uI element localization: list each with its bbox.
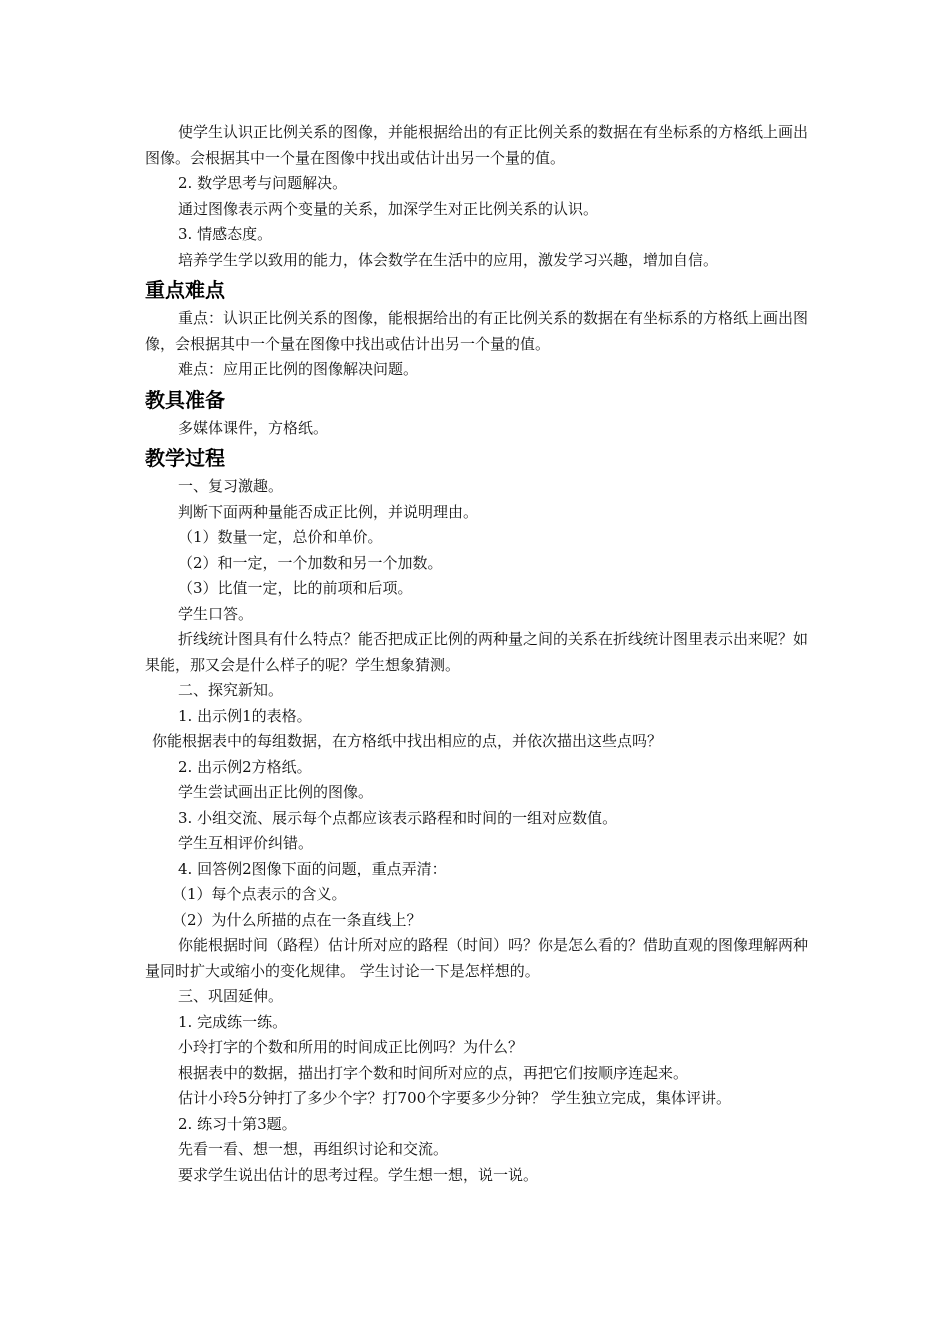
goals-section (145, 120, 810, 273)
paragraph: 二、探究新知。 (178, 681, 284, 699)
paragraph: 多媒体课件，方格纸。 (178, 418, 329, 437)
paragraph: （1）每个点表示的含义。 (172, 885, 347, 903)
paragraph: （2）和一定，一个加数和另一个加数。 (178, 553, 443, 572)
paragraph: 4. 回答例2图像下面的问题，重点弄清： (178, 859, 447, 878)
paragraph: 2. 出示例2方格纸。 (178, 757, 312, 776)
paragraph: 判断下面两种量能否成正比例，并说明理由。 (178, 502, 479, 521)
paragraph: （2）为什么所描的点在一条直线上？ (172, 910, 422, 929)
paragraph: 3. 情感态度。 (178, 225, 273, 243)
paragraph: （1）数量一定，总价和单价。 (178, 528, 383, 546)
paragraph: 估计小玲5分钟打了多少个字？打700个字要多少分钟？ 学生独立完成，集体评讲。 (178, 1089, 731, 1107)
paragraph: 你能根据时间（路程）估计所对应的路程（时间）吗？你是怎么看的？借助直观的图像理解两种量同时扩大或缩小的变化规律。 学生讨论一下是怎样想的。 (145, 936, 809, 980)
paragraph: 先看一看、想一想，再组织讨论和交流。 (178, 1140, 449, 1158)
paragraph: 1. 完成练一练。 (178, 1012, 288, 1031)
paragraph: （3）比值一定，比的前项和后项。 (178, 579, 413, 597)
materials-section (145, 383, 810, 442)
paragraph: 通过图像表示两个变量的关系，加深学生对正比例关系的认识。 (178, 199, 599, 218)
paragraph: 使学生认识正比例关系的图像，并能根据给出的有正比例关系的数据在有坐标系的方格纸上画出图像。会根据其中一个量在图像中找出或估计出另一个量的值。 (145, 123, 809, 167)
paragraph: 你能根据表中的每组数据，在方格纸中找出相应的点，并依次描出这些点吗？ (152, 732, 663, 750)
paragraph: 3. 小组交流、展示每个点都应该表示路程和时间的一组对应数值。 (178, 808, 618, 827)
paragraph: 学生尝试画出正比例的图像。 (178, 783, 374, 801)
section-heading: 重点难点 (145, 278, 225, 302)
section-heading: 教学过程 (145, 446, 225, 470)
document-body (145, 120, 810, 1188)
paragraph: 要求学生说出估计的思考过程。学生想一想，说一说。 (178, 1165, 539, 1184)
paragraph: 培养学生学以致用的能力，体会数学在生活中的应用，激发学习兴趣，增加自信。 (178, 250, 719, 269)
paragraph: 2. 数学思考与问题解决。 (178, 174, 348, 192)
paragraph: 根据表中的数据，描出打字个数和时间所对应的点，再把它们按顺序连起来。 (178, 1063, 689, 1082)
paragraph: 难点：应用正比例的图像解决问题。 (178, 360, 419, 378)
paragraph: 重点：认识正比例关系的图像，能根据给出的有正比例关系的数据在有坐标系的方格纸上画出图像，会根据其中一个量在图像中找出或估计出另一个量的值。 (145, 309, 809, 353)
paragraph: 三、巩固延伸。 (178, 987, 284, 1005)
paragraph: 学生口答。 (178, 604, 254, 623)
paragraph: 学生互相评价纠错。 (178, 834, 314, 852)
key-points-section (145, 273, 810, 383)
paragraph: 折线统计图具有什么特点？能否把成正比例的两种量之间的关系在折线统计图里表示出来呢？如果能，那又会是什么样子的呢？学生想象猜测。 (145, 630, 809, 674)
section-heading: 教具准备 (145, 387, 225, 412)
process-section (145, 441, 810, 1188)
paragraph: 2. 练习十第3题。 (178, 1114, 297, 1133)
paragraph: 1. 出示例1的表格。 (178, 706, 312, 725)
paragraph: 一、复习激趣。 (178, 477, 284, 495)
paragraph: 小玲打字的个数和所用的时间成正比例吗？为什么？ (178, 1038, 524, 1056)
